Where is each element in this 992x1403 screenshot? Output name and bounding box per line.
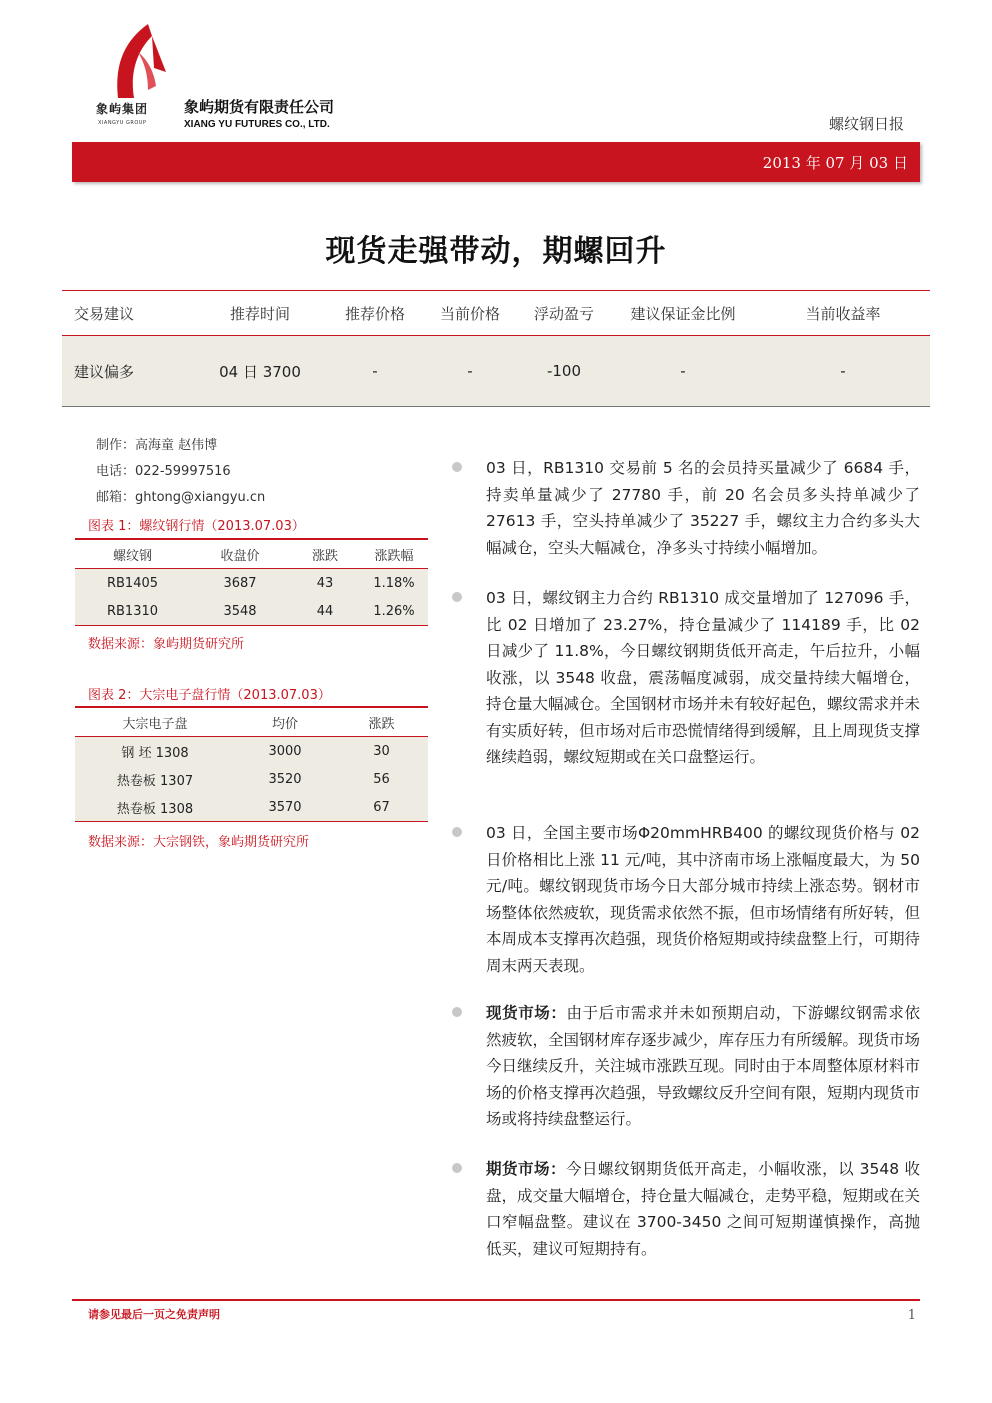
header-cell: 均价 xyxy=(235,707,335,737)
table-cell: 热卷板 1307 xyxy=(75,765,235,793)
date-banner xyxy=(72,142,920,182)
bullet-icon xyxy=(452,462,462,472)
paragraph-5 xyxy=(486,1156,920,1262)
bullet-icon xyxy=(452,1163,462,1173)
table-cell: 热卷板 1308 xyxy=(75,793,235,822)
bullet-icon xyxy=(452,827,462,837)
header-cell: 交易建议 xyxy=(62,291,192,336)
header-cell: 大宗电子盘 xyxy=(75,707,235,737)
paragraph-1 xyxy=(486,455,920,561)
paragraph-3 xyxy=(486,820,920,979)
paragraph-text: 03 日，螺纹钢主力合约 RB1310 成交量增加了 127096 手，比 02 日增加了 23.27%，持仓量减少了 114189 手，比 02 日减少了 11.8%，今日螺纹钢期货低开高走，午后拉升，小幅收涨，以 3548 收盘，震荡幅度减弱，成交量持续大幅增仓，持仓量大幅减仓。全国钢材市场并未有较好起色，螺纹需求并未有实质好转，但市场对后市恐慌情绪得到缓解，且上周现货支撑继续趋弱，螺纹短期或在关口盘整运行。 xyxy=(486,589,921,766)
header-cell: 涨跌 xyxy=(290,539,360,569)
header-cell: 收盘价 xyxy=(190,539,290,569)
paragraph-4 xyxy=(486,1000,920,1133)
figure2-header-row xyxy=(75,707,428,737)
author-phone: 电话：022-59997516 xyxy=(96,464,231,479)
figure2-source: 数据来源：大宗钢铁，象屿期货研究所 xyxy=(88,835,310,850)
header-cell: 当前价格 xyxy=(422,291,518,336)
table-cell: 3000 xyxy=(235,737,335,766)
table-cell: 1.18% xyxy=(360,569,428,598)
report-title: 现货走强带动，期螺回升 xyxy=(325,234,667,269)
author-maker: 制作：高海童 赵伟博 xyxy=(96,438,218,453)
table-cell: 建议偏多 xyxy=(62,336,192,407)
header-cell: 螺纹钢 xyxy=(75,539,190,569)
table-cell: 3520 xyxy=(235,765,335,793)
recommendation-row xyxy=(62,336,930,407)
header-cell: 推荐价格 xyxy=(328,291,422,336)
figure1-source: 数据来源：象屿期货研究所 xyxy=(88,637,245,652)
figure1-title: 图表 1：螺纹钢行情（2013.07.03） xyxy=(88,519,305,534)
paragraph-2 xyxy=(486,585,920,771)
header-cell: 浮动盈亏 xyxy=(518,291,610,336)
header-cell: 涨跌 xyxy=(335,707,428,737)
paragraph-text: 03 日，RB1310 交易前 5 名的会员持买量减少了 6684 手，持卖单量减少了 27780 手，前 20 名会员多头持单减少了 27613 手，空头持单减少了 35227 手，螺纹主力合约多头大幅减仓，空头大幅减仓，净多头寸持续小幅增加。 xyxy=(486,459,920,557)
table-cell: - xyxy=(756,336,930,407)
footer-divider xyxy=(72,1299,920,1301)
paragraph-text: 03 日，全国主要市场Φ20mmHRB400 的螺纹现货价格与 02 日价格相比上涨 11 元/吨，其中济南市场上涨幅度最大，为 50 元/吨。螺纹钢现货市场今日大部分城市持续上涨态势。钢材市场整体依然疲软，现货需求依然不振，但市场情绪有所好转，但本周成本支撑再次趋强，现货价格短期或持续盘整上行，可期待周末两天表现。 xyxy=(486,824,921,975)
paragraph-lead: 期货市场： xyxy=(486,1160,567,1178)
table-cell: 钢 坯 1308 xyxy=(75,737,235,766)
paragraph-text: 由于后市需求并未如预期启动，下游螺纹钢需求依然疲软，全国钢材库存逐步减少，库存压力有所缓解。现货市场今日继续反升，关注城市涨跌互现。同时由于本周整体原材料市场的价格支撑再次趋强，导致螺纹反升空间有限，短期内现货市场或将持续盘整运行。 xyxy=(486,1004,921,1128)
table-cell: 44 xyxy=(290,597,360,626)
table-cell: RB1310 xyxy=(75,597,190,626)
table-cell: 3687 xyxy=(190,569,290,598)
header-cell: 推荐时间 xyxy=(192,291,328,336)
table-cell: 43 xyxy=(290,569,360,598)
company-name-cn: 象屿期货有限责任公司 xyxy=(184,98,335,116)
table-cell: -100 xyxy=(518,336,610,407)
header-cell: 涨跌幅 xyxy=(360,539,428,569)
table-row xyxy=(75,597,428,626)
figure2-title: 图表 2：大宗电子盘行情（2013.07.03） xyxy=(88,688,331,703)
paragraph-text: 今日螺纹钢期货低开高走，小幅收涨，以 3548 收盘，成交量大幅增仓，持仓量大幅减仓，走势平稳，短期或在关口窄幅盘整。建议在 3700-3450 之间可短期谨慎操作，高抛低买，建议可短期持有。 xyxy=(486,1160,921,1258)
paragraph-lead: 现货市场： xyxy=(486,1004,567,1022)
table-cell: 3570 xyxy=(235,793,335,822)
report-date: 2013 年 07 月 03 日 xyxy=(762,154,908,172)
table-row xyxy=(75,569,428,598)
recommendation-header-row xyxy=(62,291,930,336)
table-cell: 3548 xyxy=(190,597,290,626)
table-row xyxy=(75,737,428,766)
figure1-table xyxy=(75,538,428,626)
logo-english-text: XIANGYU GROUP xyxy=(98,120,147,126)
table-row xyxy=(75,793,428,822)
bullet-icon xyxy=(452,592,462,602)
figure2-table xyxy=(75,706,428,822)
page-number: 1 xyxy=(907,1308,916,1323)
report-type: 螺纹钢日报 xyxy=(828,115,904,133)
table-row xyxy=(75,765,428,793)
header-cell: 当前收益率 xyxy=(756,291,930,336)
company-name-en: XIANG YU FUTURES CO., LTD. xyxy=(184,119,330,130)
table-cell: 30 xyxy=(335,737,428,766)
disclaimer-link[interactable]: 请参见最后一页之免责声明 xyxy=(88,1308,220,1321)
table-cell: 56 xyxy=(335,765,428,793)
table-cell: 67 xyxy=(335,793,428,822)
recommendation-table xyxy=(62,290,930,407)
table-cell: 1.26% xyxy=(360,597,428,626)
author-email[interactable]: 邮箱：ghtong@xiangyu.cn xyxy=(96,490,266,505)
header-cell: 建议保证金比例 xyxy=(610,291,756,336)
table-cell: - xyxy=(328,336,422,407)
table-cell: RB1405 xyxy=(75,569,190,598)
company-logo-icon xyxy=(108,22,172,102)
table-cell: 04 日 3700 xyxy=(192,336,328,407)
bullet-icon xyxy=(452,1007,462,1017)
figure1-header-row xyxy=(75,539,428,569)
table-cell: - xyxy=(610,336,756,407)
table-cell: - xyxy=(422,336,518,407)
logo-chinese-text: 象屿集团 xyxy=(96,102,149,116)
